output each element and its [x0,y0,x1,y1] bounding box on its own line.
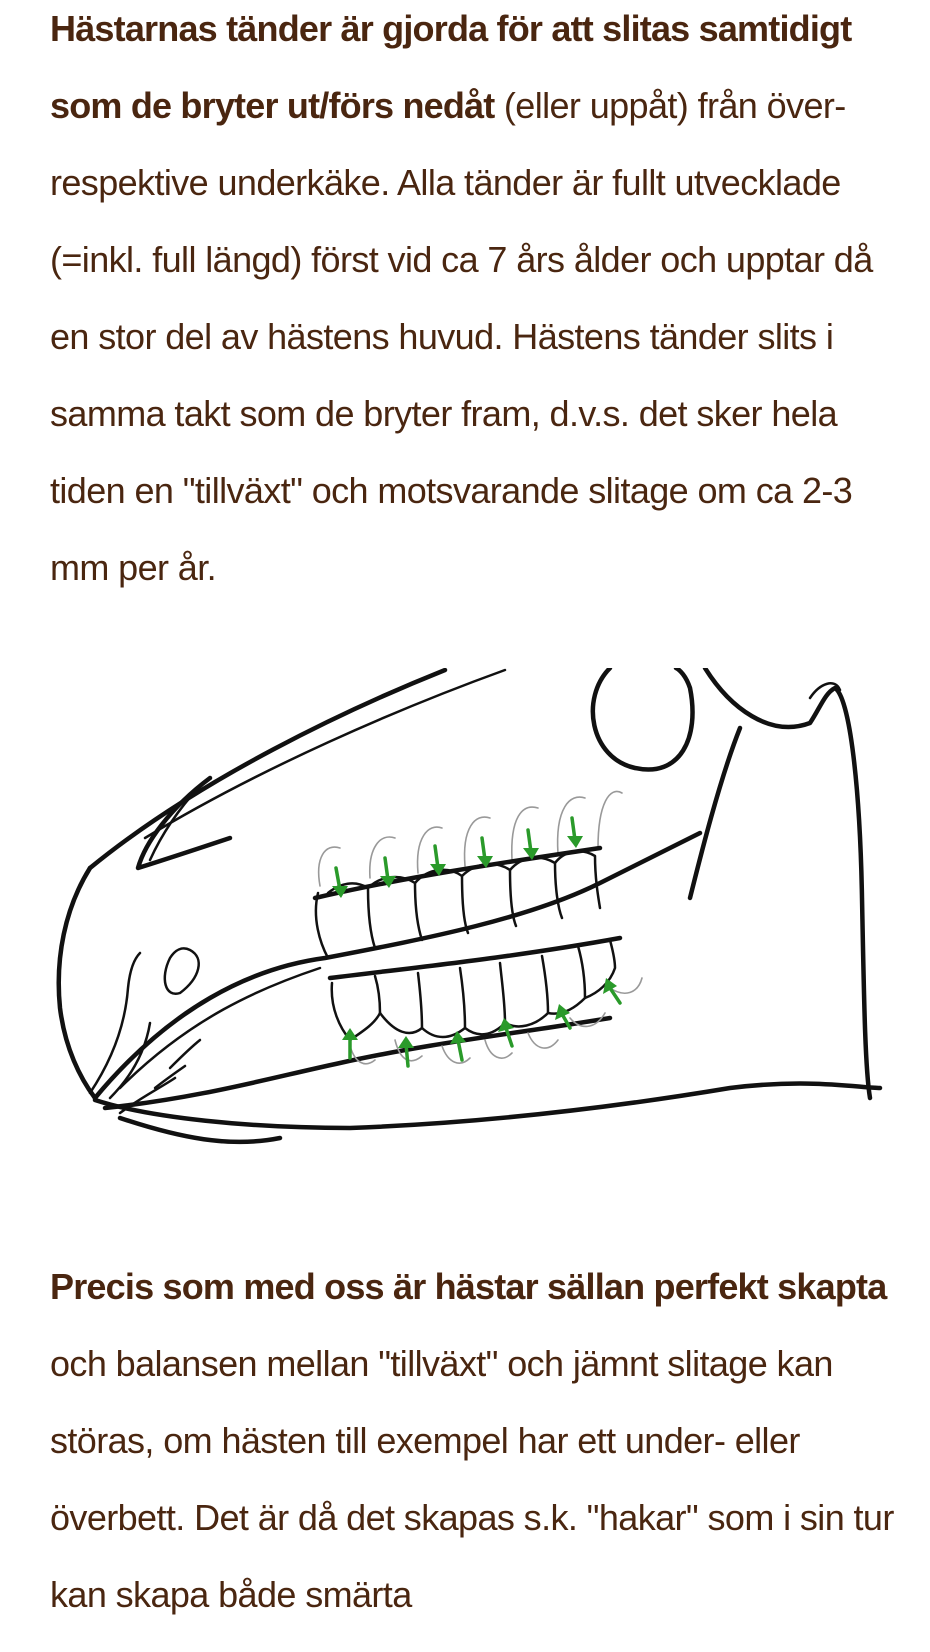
horse-skull-drawing [50,668,910,1200]
paragraph-body-text: (eller uppåt) från över- respektive underkäke. Alla tänder är fullt utvecklade (=inkl. full längd) först vid ca 7 års ålder och upptar då en stor del av hästens huvud. Hästens tänder slits i samma takt som de bryter fram, d.v.s. det sker hela tiden en "tillväxt" och motsvarande slitage om ca 2-3 mm per år. [50,85,873,588]
paragraph-imperfect-bite [50,1248,910,1633]
upper-teeth [315,791,622,958]
paragraph-lead-bold: Precis som med oss är hästar sällan perfekt skapta [50,1266,887,1307]
paragraph-tooth-wear [50,0,910,606]
lower-teeth [330,938,642,1064]
paragraph-body-text: och balansen mellan "tillväxt" och jämnt slitage kan störas, om hästen till exempel har ett under- eller överbett. Det är då det skapas s.k. "hakar" som i sin tur kan skapa både smärta [50,1343,894,1615]
horse-skull-teeth-illustration [50,668,910,1200]
paragraph-lead-bold: Hästarnas tänder är gjorda för att slitas samtidigt som de bryter ut/förs nedåt [50,8,852,126]
